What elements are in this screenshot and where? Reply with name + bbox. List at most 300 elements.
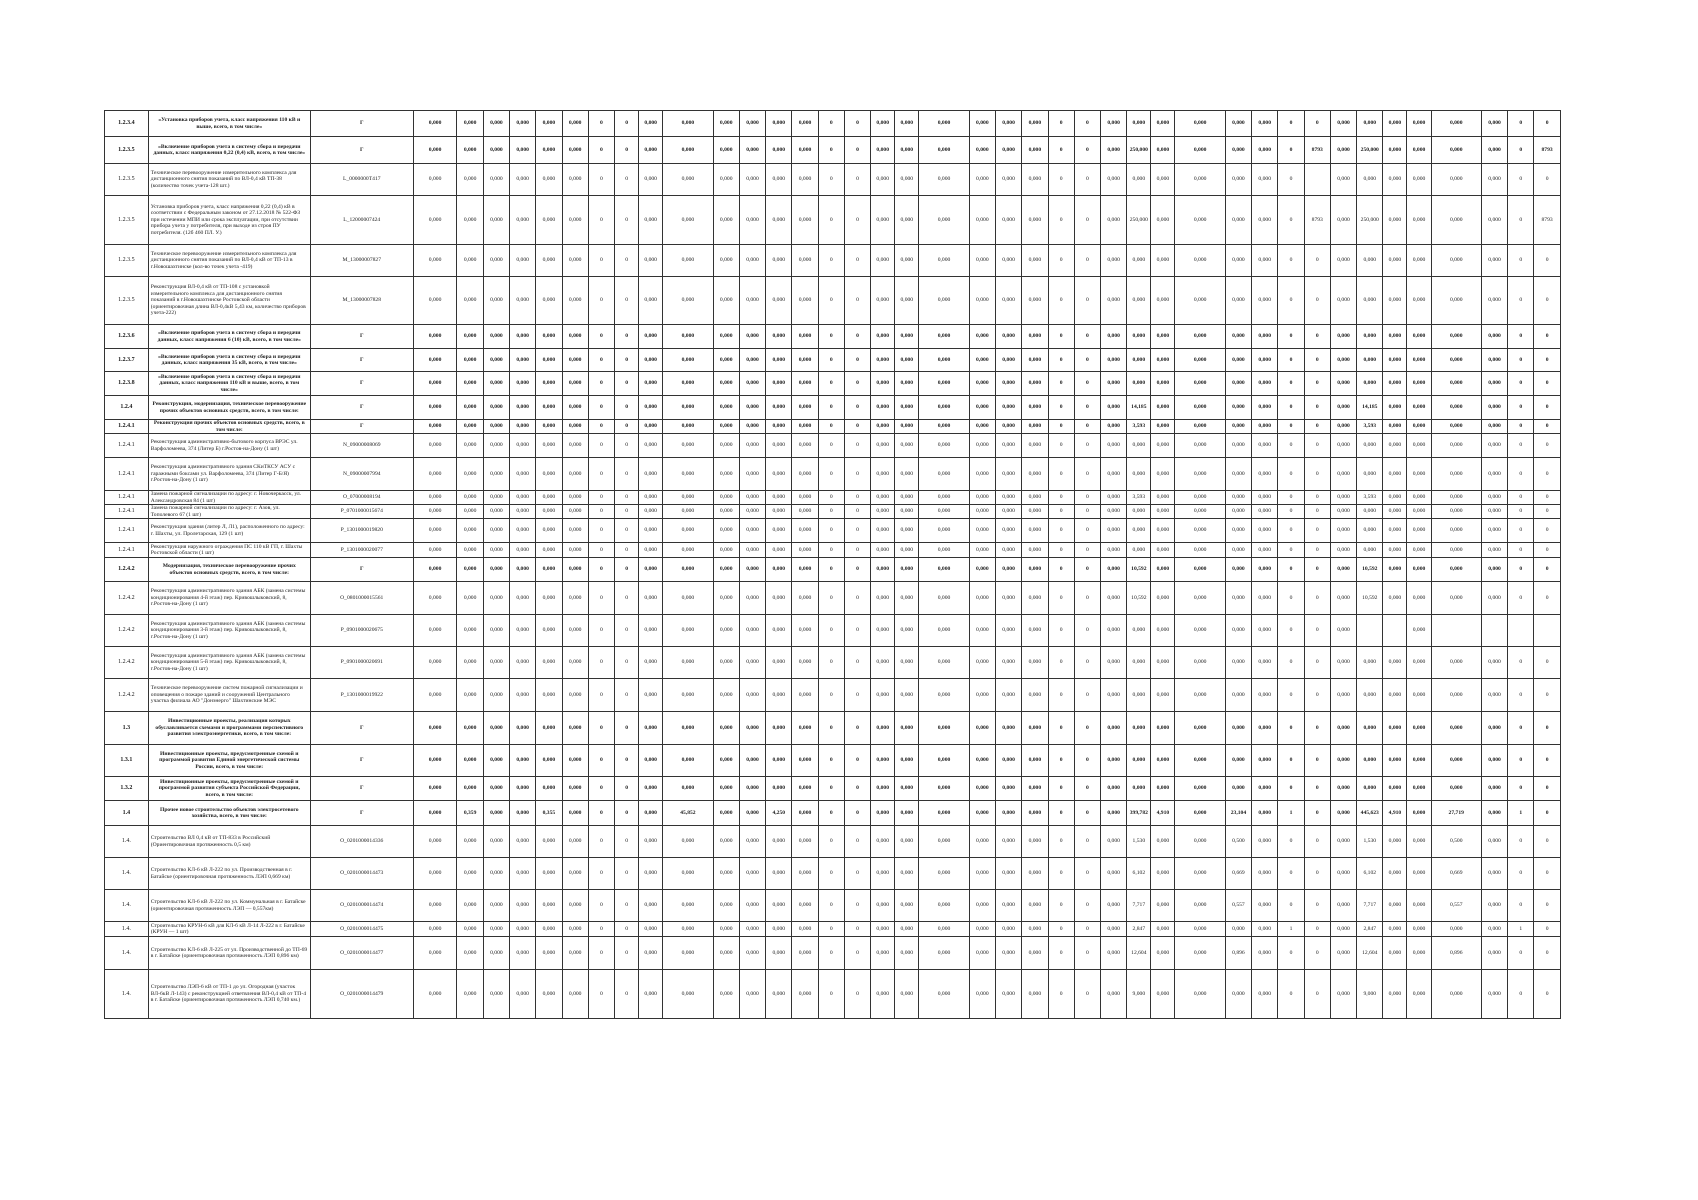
table-row — [105, 164, 1561, 196]
value-cell: 0,000 — [739, 922, 765, 937]
row-name-cell: Реконструкция, модернизация, техническое перевооружение прочих объектов основных средств, всего, в том числе: — [148, 396, 310, 420]
value-cell: 0,000 — [562, 826, 588, 858]
value-cell: 0,000 — [969, 519, 995, 543]
value-cell: 0 — [1074, 519, 1100, 543]
row-id-cell: P_0901000020675 — [310, 615, 413, 647]
value-cell: 1 — [1278, 801, 1304, 826]
value-cell: 0,000 — [766, 890, 792, 922]
value-cell: 0 — [818, 420, 844, 434]
value-cell: 0,000 — [1022, 558, 1048, 582]
value-cell: 0,000 — [1151, 712, 1175, 745]
table-row — [105, 434, 1561, 458]
value-cell: 0,000 — [483, 420, 509, 434]
value-cell: 0,000 — [562, 970, 588, 1019]
value-cell: 0,000 — [766, 245, 792, 277]
row-name-cell: Реконструкция административного здания АБК (замена системы кондиционирования 4-й этаж) пер. Кривошлыковский, 8, г.Ростов-на-Дону (1 шт) — [148, 582, 310, 615]
value-cell: 0,000 — [562, 420, 588, 434]
row-name-cell: «Включение приборов учета в систему сбора и передачи данных, класс напряжения 6 (10) кВ, всего, в том числе» — [148, 325, 310, 349]
value-cell: 0,000 — [1127, 164, 1151, 196]
value-cell: 0,000 — [483, 164, 509, 196]
value-cell: 0,000 — [663, 164, 713, 196]
value-cell: 0 — [1534, 777, 1560, 801]
value-cell: 0,000 — [792, 970, 818, 1019]
value-cell: 0,000 — [1151, 543, 1175, 558]
value-cell: 0,000 — [663, 458, 713, 491]
value-cell: 0 — [1534, 164, 1560, 196]
value-cell: 0 — [1048, 245, 1074, 277]
value-cell: 0,000 — [871, 615, 895, 647]
value-cell: 0,000 — [1383, 164, 1407, 196]
value-cell: 0 — [818, 245, 844, 277]
value-cell: 0,000 — [1151, 491, 1175, 505]
value-cell: 0 — [615, 196, 639, 245]
value-cell: 0,000 — [1431, 277, 1481, 325]
value-cell: 0,000 — [639, 245, 663, 277]
value-cell: 0,000 — [739, 245, 765, 277]
value-cell: 0 — [1048, 712, 1074, 745]
value-cell: 0,000 — [1330, 558, 1356, 582]
value-cell: 0 — [818, 349, 844, 372]
value-cell: 0,000 — [739, 937, 765, 970]
value-cell: 0,000 — [919, 196, 969, 245]
value-cell: 0,000 — [969, 164, 995, 196]
value-cell: 0,000 — [1225, 196, 1251, 245]
value-cell: 0,000 — [895, 582, 919, 615]
value-cell: 0,000 — [483, 505, 509, 519]
value-cell: 14,185 — [1127, 396, 1151, 420]
value-cell: 0,000 — [766, 325, 792, 349]
value-cell: 0,000 — [1101, 349, 1127, 372]
value-cell: 0,000 — [1225, 922, 1251, 937]
value-cell: 0 — [588, 582, 614, 615]
table-row — [105, 970, 1561, 1019]
value-cell: 0,000 — [969, 325, 995, 349]
value-cell: 0,000 — [969, 245, 995, 277]
value-cell: 0,000 — [871, 712, 895, 745]
value-cell: 0,000 — [639, 647, 663, 679]
value-cell: 0 — [615, 826, 639, 858]
value-cell: 0,000 — [1481, 582, 1507, 615]
value-cell: 0 — [844, 434, 870, 458]
value-cell: 0 — [1048, 505, 1074, 519]
value-cell: 0,000 — [510, 890, 536, 922]
value-cell: 0,000 — [1127, 372, 1151, 396]
value-cell: 0,000 — [919, 325, 969, 349]
value-cell: 0,000 — [995, 505, 1021, 519]
value-cell: 0 — [1304, 801, 1330, 826]
value-cell: 0,000 — [895, 558, 919, 582]
value-cell: 0 — [588, 745, 614, 777]
value-cell: 0,000 — [739, 582, 765, 615]
value-cell: 0,000 — [895, 164, 919, 196]
value-cell: 0,000 — [871, 890, 895, 922]
value-cell: 0,000 — [895, 245, 919, 277]
value-cell: 0,000 — [995, 349, 1021, 372]
value-cell: 0,000 — [1101, 582, 1127, 615]
value-cell: 0,000 — [413, 647, 457, 679]
value-cell: 0 — [1048, 970, 1074, 1019]
value-cell: 0,000 — [1330, 325, 1356, 349]
table-row — [105, 826, 1561, 858]
value-cell: 0 — [1074, 937, 1100, 970]
value-cell — [1431, 615, 1481, 647]
value-cell: 0,000 — [1481, 491, 1507, 505]
value-cell: 0,000 — [969, 937, 995, 970]
table-row — [105, 615, 1561, 647]
value-cell: 0,000 — [895, 890, 919, 922]
value-cell: 0,500 — [1225, 826, 1251, 858]
value-cell: 0,000 — [1407, 519, 1431, 543]
value-cell: 0 — [615, 164, 639, 196]
table-row — [105, 890, 1561, 922]
value-cell: 0,000 — [483, 111, 509, 137]
value-cell: 0,000 — [510, 543, 536, 558]
value-cell: 0,000 — [1101, 745, 1127, 777]
value-cell: 45,852 — [663, 801, 713, 826]
value-cell: 0,000 — [483, 801, 509, 826]
value-cell: 0,000 — [663, 111, 713, 137]
value-cell: 0 — [818, 647, 844, 679]
value-cell: 0,000 — [562, 801, 588, 826]
row-name-cell: Техническое перевооружение систем пожарной сигнализации и оповещения о пожаре зданий и сооружений Центрального участка филиала АО "Донэнерго" Шахтинские МЭС — [148, 679, 310, 712]
value-cell: 0 — [1534, 349, 1560, 372]
value-cell: 0,000 — [562, 858, 588, 890]
value-cell: 0,000 — [1225, 245, 1251, 277]
value-cell: 0,000 — [1252, 491, 1278, 505]
value-cell: 0,000 — [895, 937, 919, 970]
value-cell: 0,000 — [1101, 937, 1127, 970]
value-cell: 0 — [818, 519, 844, 543]
value-cell: 0,000 — [510, 396, 536, 420]
value-cell: 0,000 — [739, 858, 765, 890]
value-cell: 0 — [1048, 325, 1074, 349]
value-cell: 8793 — [1304, 196, 1330, 245]
value-cell: 0 — [1534, 801, 1560, 826]
value-cell — [1534, 615, 1560, 647]
value-cell: 0,000 — [1225, 647, 1251, 679]
value-cell: 0,000 — [969, 777, 995, 801]
value-cell: 0,000 — [1022, 922, 1048, 937]
value-cell: 0,000 — [639, 137, 663, 164]
value-cell: 0 — [844, 420, 870, 434]
value-cell: 0 — [615, 712, 639, 745]
value-cell: 0,000 — [1127, 434, 1151, 458]
value-cell: 0,000 — [483, 582, 509, 615]
value-cell: 0,000 — [1225, 164, 1251, 196]
value-cell: 0,000 — [1407, 396, 1431, 420]
row-code-cell: 1.2.3.8 — [105, 372, 149, 396]
value-cell: 0,000 — [1022, 937, 1048, 970]
value-cell: 0,000 — [457, 349, 483, 372]
value-cell: 0,000 — [713, 491, 739, 505]
value-cell: 0,000 — [663, 396, 713, 420]
value-cell: 0,000 — [536, 458, 562, 491]
value-cell: 0,000 — [413, 922, 457, 937]
value-cell: 0 — [588, 372, 614, 396]
value-cell: 0,000 — [1252, 519, 1278, 543]
value-cell: 0 — [1074, 777, 1100, 801]
table-row — [105, 277, 1561, 325]
value-cell: 0,000 — [1151, 420, 1175, 434]
value-cell: 0,000 — [713, 245, 739, 277]
value-cell: 0,000 — [1175, 615, 1225, 647]
value-cell: 0 — [1278, 712, 1304, 745]
value-cell: 0 — [1534, 937, 1560, 970]
value-cell: 0,000 — [483, 137, 509, 164]
value-cell: 0,000 — [536, 858, 562, 890]
value-cell: 0,000 — [536, 712, 562, 745]
value-cell: 0,000 — [510, 349, 536, 372]
value-cell: 0,000 — [510, 745, 536, 777]
value-cell: 0,000 — [871, 582, 895, 615]
table-row — [105, 458, 1561, 491]
value-cell: 0 — [588, 801, 614, 826]
value-cell: 0 — [1048, 745, 1074, 777]
value-cell: 0,000 — [792, 922, 818, 937]
value-cell: 0,000 — [766, 491, 792, 505]
value-cell: 0,000 — [457, 164, 483, 196]
value-cell: 0,000 — [510, 137, 536, 164]
value-cell: 0,000 — [1151, 922, 1175, 937]
value-cell: 0,000 — [1252, 970, 1278, 1019]
value-cell: 0,000 — [1175, 277, 1225, 325]
value-cell: 0,000 — [895, 543, 919, 558]
value-cell: 0 — [1508, 245, 1534, 277]
value-cell: 0,000 — [1431, 970, 1481, 1019]
value-cell: 0,000 — [1330, 922, 1356, 937]
row-name-cell: Замена пожарной сигнализации по адресу: г. Новочеркасск, ул. Александровская 84 (1 шт) — [148, 491, 310, 505]
value-cell: 0,000 — [1022, 826, 1048, 858]
value-cell: 0 — [1534, 458, 1560, 491]
value-cell: 0,000 — [713, 543, 739, 558]
value-cell: 0,000 — [562, 111, 588, 137]
value-cell: 0 — [1508, 543, 1534, 558]
value-cell: 0,000 — [483, 245, 509, 277]
row-code-cell: 1.2.4.1 — [105, 458, 149, 491]
value-cell: 0,000 — [483, 372, 509, 396]
value-cell: 0,000 — [1175, 890, 1225, 922]
value-cell: 0,000 — [413, 970, 457, 1019]
value-cell: 0,000 — [713, 801, 739, 826]
value-cell: 0,000 — [1101, 922, 1127, 937]
value-cell: 0,000 — [483, 491, 509, 505]
value-cell: 0,000 — [1022, 801, 1048, 826]
value-cell: 0 — [1508, 111, 1534, 137]
value-cell: 0,000 — [1407, 420, 1431, 434]
value-cell: 0,000 — [739, 491, 765, 505]
value-cell: 0,000 — [639, 196, 663, 245]
value-cell: 0,000 — [1330, 372, 1356, 396]
value-cell: 0 — [615, 519, 639, 543]
value-cell: 0,000 — [792, 745, 818, 777]
value-cell: 0,000 — [639, 505, 663, 519]
value-cell: 0,000 — [413, 325, 457, 349]
value-cell: 0,000 — [536, 137, 562, 164]
value-cell: 0 — [1304, 558, 1330, 582]
value-cell: 0,000 — [871, 349, 895, 372]
value-cell: 0,500 — [1431, 826, 1481, 858]
value-cell: 0,000 — [562, 372, 588, 396]
value-cell: 0,000 — [1407, 505, 1431, 519]
value-cell: 0 — [844, 679, 870, 712]
value-cell: 0 — [1304, 543, 1330, 558]
value-cell: 0,000 — [792, 801, 818, 826]
value-cell: 0,000 — [1225, 325, 1251, 349]
value-cell: 0,000 — [995, 712, 1021, 745]
table-row — [105, 245, 1561, 277]
value-cell: 0,000 — [1481, 519, 1507, 543]
value-cell: 0,000 — [639, 111, 663, 137]
value-cell: 0,000 — [1022, 111, 1048, 137]
value-cell: 0,000 — [1431, 647, 1481, 679]
value-cell: 0,000 — [739, 505, 765, 519]
value-cell: 0,000 — [663, 745, 713, 777]
value-cell: 0,000 — [1022, 434, 1048, 458]
value-cell: 0 — [588, 712, 614, 745]
value-cell: 0,000 — [766, 349, 792, 372]
value-cell: 0 — [1508, 558, 1534, 582]
value-cell: 0,000 — [1022, 325, 1048, 349]
value-cell: 0,000 — [536, 679, 562, 712]
value-cell: 0,000 — [483, 970, 509, 1019]
value-cell: 0,000 — [1101, 491, 1127, 505]
value-cell: 0,000 — [457, 826, 483, 858]
value-cell: 0,000 — [1431, 558, 1481, 582]
value-cell: 0,000 — [919, 558, 969, 582]
value-cell: 0,000 — [1330, 277, 1356, 325]
value-cell: 0 — [615, 582, 639, 615]
value-cell: 0,000 — [1175, 519, 1225, 543]
value-cell: 0,000 — [1252, 745, 1278, 777]
value-cell: 0,000 — [871, 164, 895, 196]
value-cell: 0 — [844, 543, 870, 558]
value-cell: 0,000 — [895, 858, 919, 890]
value-cell: 0,000 — [1151, 777, 1175, 801]
value-cell: 0,000 — [995, 372, 1021, 396]
value-cell: 0,000 — [413, 937, 457, 970]
value-cell: 0,000 — [1357, 519, 1383, 543]
row-name-cell: Строительство ЛЭП-6 кВ от ТП-1 до ул. Огородная (участок ВЛ-6кВ Л-143) с реконструкцией ответвления ВЛ-0,4 кВ от ТП-4 в г. Батайске (ориентировочная протяженность ЛЭП 0,740 км.) — [148, 970, 310, 1019]
value-cell: 0,000 — [1175, 325, 1225, 349]
value-cell: 0 — [1048, 519, 1074, 543]
value-cell: 0 — [844, 801, 870, 826]
value-cell: 0,000 — [713, 196, 739, 245]
row-code-cell: 1.3.2 — [105, 777, 149, 801]
row-code-cell: 1.2.4.1 — [105, 505, 149, 519]
value-cell: 0 — [1074, 801, 1100, 826]
value-cell: 0,000 — [562, 491, 588, 505]
value-cell: 0,359 — [457, 801, 483, 826]
value-cell: 0 — [1278, 558, 1304, 582]
value-cell: 0,000 — [919, 519, 969, 543]
value-cell: 0 — [615, 858, 639, 890]
value-cell: 0,000 — [995, 434, 1021, 458]
row-id-cell: O_0201000014474 — [310, 890, 413, 922]
value-cell: 0 — [1534, 519, 1560, 543]
value-cell: 0,000 — [995, 937, 1021, 970]
value-cell: 0 — [588, 325, 614, 349]
value-cell: 0,000 — [1225, 615, 1251, 647]
value-cell: 0,000 — [1175, 970, 1225, 1019]
value-cell: 0,000 — [639, 519, 663, 543]
value-cell: 0,000 — [1431, 582, 1481, 615]
value-cell: 0,000 — [1407, 491, 1431, 505]
value-cell: 0,000 — [1252, 325, 1278, 349]
value-cell: 0,000 — [639, 558, 663, 582]
value-cell: 0,000 — [1101, 325, 1127, 349]
value-cell: 0,000 — [1407, 712, 1431, 745]
value-cell: 0,000 — [871, 277, 895, 325]
value-cell: 0 — [1278, 277, 1304, 325]
value-cell: 0 — [818, 826, 844, 858]
value-cell: 0,000 — [1022, 712, 1048, 745]
value-cell: 0,000 — [1431, 196, 1481, 245]
value-cell: 0,000 — [1431, 922, 1481, 937]
value-cell: 0 — [844, 922, 870, 937]
value-cell: 0,000 — [919, 937, 969, 970]
value-cell: 0,896 — [1225, 937, 1251, 970]
value-cell: 0,000 — [1022, 164, 1048, 196]
value-cell: 0 — [615, 111, 639, 137]
value-cell: 0,000 — [895, 111, 919, 137]
value-cell: 0,000 — [995, 325, 1021, 349]
row-name-cell: Строительство КЛ-6 кВ Л-225 от ул. Производственной до ТП-69 в г. Батайске (ориентировочная протяженность ЛЭП 0,896 км) — [148, 937, 310, 970]
row-code-cell: 1.2.4.1 — [105, 420, 149, 434]
value-cell: 0,000 — [919, 679, 969, 712]
value-cell: 0,557 — [1431, 890, 1481, 922]
value-cell: 0,000 — [663, 858, 713, 890]
row-name-cell: Строительство ВЛ 0,4 кВ от ТП-833 в Российский (Ориентировочная протяженность 0,5 км) — [148, 826, 310, 858]
value-cell: 0,000 — [1481, 111, 1507, 137]
value-cell: 0,000 — [1175, 712, 1225, 745]
value-cell: 0 — [1534, 582, 1560, 615]
value-cell: 0,000 — [1127, 505, 1151, 519]
value-cell: 0,000 — [1225, 420, 1251, 434]
value-cell: 0 — [1074, 491, 1100, 505]
value-cell: 0 — [615, 396, 639, 420]
value-cell: 0,000 — [413, 505, 457, 519]
value-cell: 0,000 — [895, 826, 919, 858]
value-cell: 0,000 — [895, 420, 919, 434]
value-cell: 0 — [844, 519, 870, 543]
value-cell: 0,000 — [1383, 712, 1407, 745]
value-cell: 0 — [588, 434, 614, 458]
value-cell: 0,000 — [1481, 245, 1507, 277]
value-cell: 0,000 — [1330, 164, 1356, 196]
table-row — [105, 505, 1561, 519]
value-cell: 0,000 — [1127, 777, 1151, 801]
value-cell: 0,000 — [483, 277, 509, 325]
value-cell: 0,000 — [713, 858, 739, 890]
value-cell: 0 — [1048, 890, 1074, 922]
value-cell: 0 — [1304, 111, 1330, 137]
value-cell: 0,000 — [483, 349, 509, 372]
value-cell: 3,593 — [1357, 491, 1383, 505]
value-cell: 0,000 — [1252, 937, 1278, 970]
value-cell: 0,000 — [1175, 164, 1225, 196]
row-name-cell: Строительство КРУН-6 кВ для КЛ-6 кВ Л-14 Л-222 в г. Батайске (КРУН — 1 шт) — [148, 922, 310, 937]
row-name-cell: Реконструкция здания (литер Л, Л1), расположенного по адресу: г. Шахты, ул. Пролетарская, 129 (1 шт) — [148, 519, 310, 543]
value-cell: 1 — [1508, 801, 1534, 826]
value-cell: 0,000 — [1225, 970, 1251, 1019]
value-cell: 0,000 — [536, 922, 562, 937]
value-cell: 0 — [588, 245, 614, 277]
value-cell: 0,000 — [1383, 372, 1407, 396]
value-cell: 0,000 — [1101, 277, 1127, 325]
value-cell: 0 — [1508, 196, 1534, 245]
value-cell: 9,000 — [1357, 970, 1383, 1019]
value-cell: 0,000 — [766, 858, 792, 890]
